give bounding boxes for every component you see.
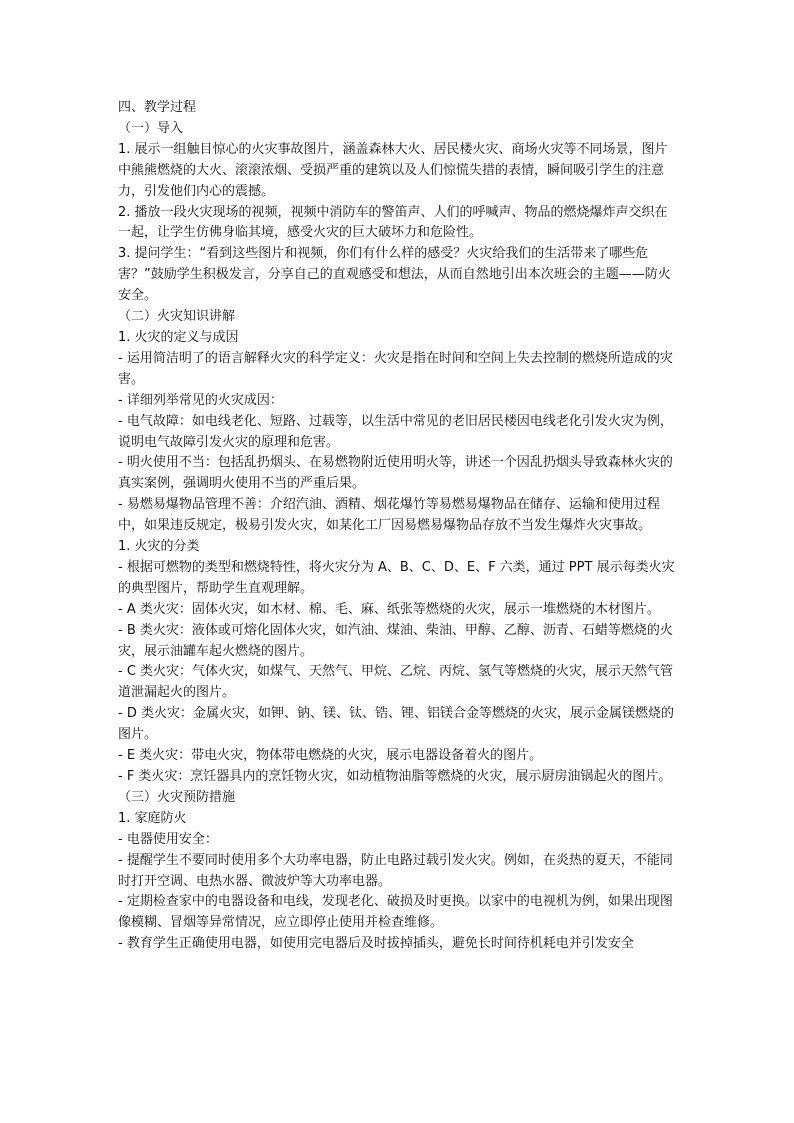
paragraph: - D 类火灾：金属火灾，如钾、钠、镁、钛、锆、锂、铝镁合金等燃烧的火灾，展示金属镁燃烧的图片。 — [118, 706, 674, 743]
paragraph: - 运用简洁明了的语言解释火灾的科学定义：火灾是指在时间和空间上失去控制的燃烧所造成的灾害。 — [118, 350, 673, 387]
paragraph: - 定期检查家中的电器设备和电线，发现老化、破损及时更换。以家中的电视机为例，如果出现图像模糊、冒烟等异常情况，应立即停止使用并检查维修。 — [118, 894, 673, 931]
paragraph: 3. 提问学生：“看到这些图片和视频，你们有什么样的感受？火灾给我们的生活带来了哪些危害？”鼓励学生积极发言，分享自己的直观感受和想法，从而自然地引出本次班会的主题——防火安全。 — [118, 246, 671, 304]
subsection-heading: （一）导入 — [118, 120, 184, 136]
paragraph: - 教育学生正确使用电器，如使用完电器后及时拔掉插头，避免长时间待机耗电并引发安全 — [118, 936, 634, 952]
paragraph: 2. 播放一段火灾现场的视频，视频中消防车的警笛声、人们的呼喊声、物品的燃烧爆炸声交织在一起，让学生仿佛身临其境，感受火灾的巨大破坏力和危险性。 — [118, 204, 668, 241]
paragraph: - 电器使用安全： — [118, 831, 218, 847]
paragraph: - C 类火灾：气体火灾，如煤气、天然气、甲烷、乙烷、丙烷、氢气等燃烧的火灾，展示天然气管道泄漏起火的图片。 — [118, 664, 674, 701]
item-heading: 1. 家庭防火 — [118, 810, 187, 826]
paragraph: - B 类火灾：液体或可熔化固体火灾，如汽油、煤油、柴油、甲醇、乙醇、沥青、石蜡等燃烧的火灾，展示油罐车起火燃烧的图片。 — [118, 622, 673, 659]
paragraph: - 根据可燃物的类型和燃烧特性，将火灾分为 A、B、C、D、E、F 六类，通过 PPT 展示每类火灾的典型图片，帮助学生直观理解。 — [118, 559, 675, 596]
section-heading: 四、教学过程 — [118, 100, 197, 115]
item-heading: 1. 火灾的分类 — [118, 539, 200, 555]
paragraph: - A 类火灾：固体火灾，如木材、棉、毛、麻、纸张等燃烧的火灾，展示一堆燃烧的木材图片。 — [118, 601, 660, 617]
paragraph: - E 类火灾：带电火灾，物体带电燃烧的火灾，展示电器设备着火的图片。 — [118, 748, 543, 764]
paragraph: - F 类火灾：烹饪器具内的烹饪物火灾，如动植物油脂等燃烧的火灾，展示厨房油锅起火的图片。 — [118, 769, 672, 784]
subsection-heading: （二）火灾知识讲解 — [118, 309, 236, 325]
paragraph: 1. 展示一组触目惊心的火灾事故图片，涵盖森林大火、居民楼火灾、商场火灾等不同场景，图片中熊熊燃烧的大火、滚滚浓烟、受损严重的建筑以及人们惊慌失措的表情，瞬间吸引学生的注意力，引发他们内心的震撼。 — [118, 141, 668, 199]
subsection-heading: （三）火灾预防措施 — [118, 789, 236, 805]
item-heading: 1. 火灾的定义与成因 — [118, 329, 239, 345]
paragraph: - 提醒学生不要同时使用多个大功率电器，防止电路过载引发火灾。例如，在炎热的夏天，不能同时打开空调、电热水器、微波炉等大功率电器。 — [118, 852, 673, 889]
paragraph: - 详细列举常见的火灾成因： — [118, 392, 283, 408]
paragraph: - 明火使用不当：包括乱扔烟头、在易燃物附近使用明火等，讲述一个因乱扔烟头导致森林火灾的真实案例，强调明火使用不当的严重后果。 — [118, 455, 673, 492]
paragraph: - 电气故障：如电线老化、短路、过载等，以生活中常见的老旧居民楼因电线老化引发火灾为例，说明电气故障引发火灾的原理和危害。 — [118, 413, 673, 450]
document-body — [118, 98, 678, 955]
paragraph: - 易燃易爆物品管理不善：介绍汽油、酒精、烟花爆竹等易燃易爆物品在储存、运输和使用过程中，如果违反规定，极易引发火灾，如某化工厂因易燃易爆物品存放不当发生爆炸火灾事故。 — [118, 497, 660, 534]
